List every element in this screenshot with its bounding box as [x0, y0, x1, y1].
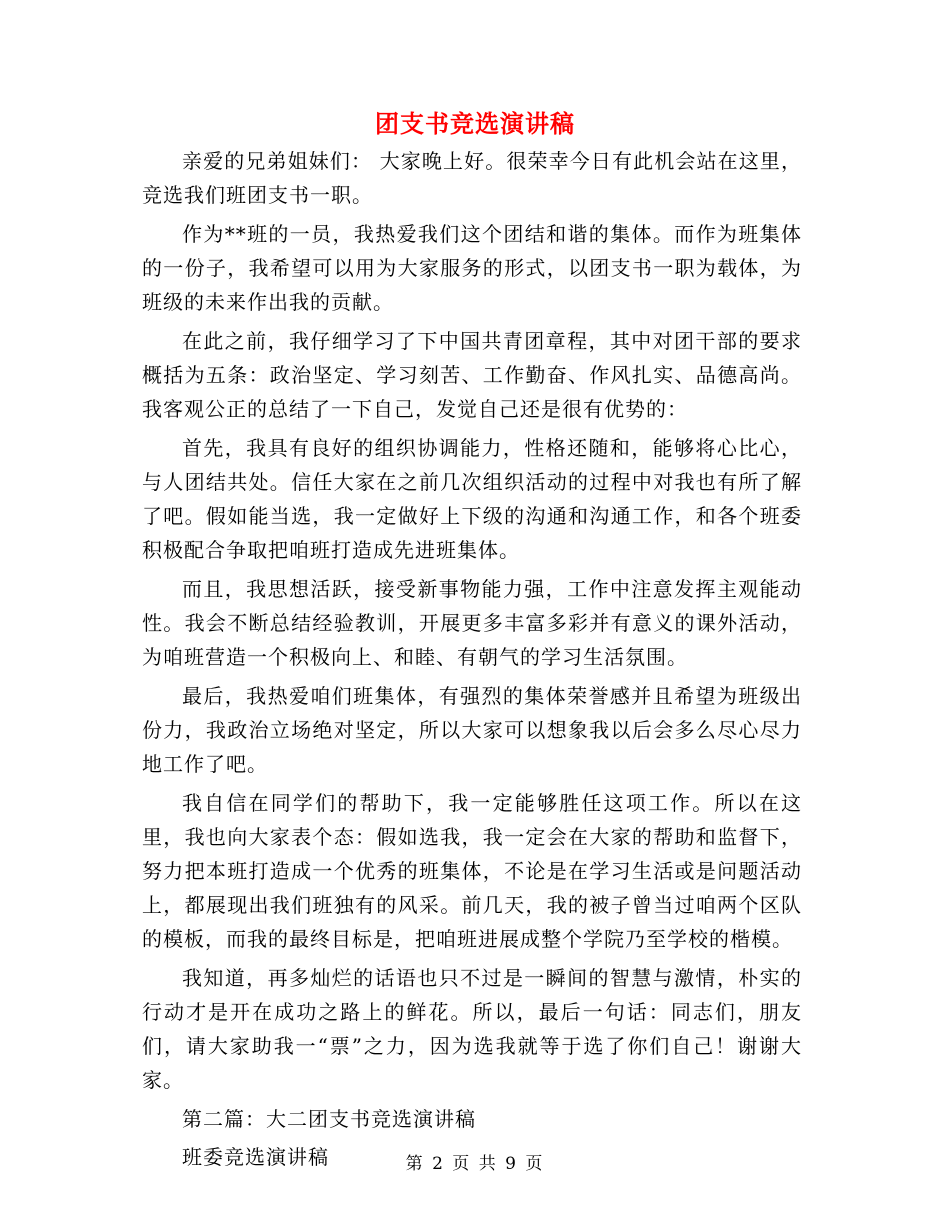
document-body — [142, 144, 802, 1178]
paragraph-confidence: 我自信在同学们的帮助下，我一定能够胜任这项工作。所以在这里，我也向大家表个态：假如选我，我一定会在大家的帮助和监督下，努力把本班打造成一个优秀的班集体，不论是在学习生活或是问题活动上，都展现出我们班独有的风采。前几天，我的被子曾当过咱两个区队的模板，而我的最终目标是，把咱班进展成整个学院乃至学校的楷模。 — [142, 791, 802, 951]
paragraph-charter: 在此之前，我仔细学习了下中国共青团章程，其中对团干部的要求概括为五条：政治坚定、学习刻苦、工作勤奋、作风扎实、品德高尚。我客观公正的总结了一下自己，发觉自己还是很有优势的： — [142, 329, 802, 421]
document-title: 团支书竞选演讲稿 — [375, 109, 575, 138]
paragraph-greeting: 亲爱的兄弟姐妹们： 大家晚上好。很荣幸今日有此机会站在这里，竞选我们班团支书一职。 — [142, 149, 802, 207]
paragraph-second: 而且，我思想活跃，接受新事物能力强，工作中注意发挥主观能动性。我会不断总结经验教训，开展更多丰富多彩并有意义的课外活动，为咱班营造一个积极向上、和睦、有朝气的学习生活氛围。 — [142, 577, 802, 669]
paragraph-first: 首先，我具有良好的组织协调能力，性格还随和，能够将心比心，与人团结共处。信任大家在之前几次组织活动的过程中对我也有所了解了吧。假如能当选，我一定做好上下级的沟通和沟通工作，和各个班委积极配合争取把咱班打造成先进班集体。 — [142, 436, 802, 562]
section-subheading: 班委竞选演讲稿 — [182, 1145, 329, 1169]
section-heading-second: 第二篇：大二团支书竞选演讲稿 — [182, 1107, 476, 1131]
page-footer: 第 2 页 共 9 页 — [405, 1154, 545, 1174]
paragraph-closing: 我知道，再多灿烂的话语也只不过是一瞬间的智慧与激情，朴实的行动才是开在成功之路上的鲜花。所以，最后一句话：同志们，朋友们，请大家助我一“票”之力，因为选我就等于选了你们自己！谢谢大家。 — [142, 966, 802, 1092]
paragraph-intro: 作为**班的一员，我热爱我们这个团结和谐的集体。而作为班集体的一份子，我希望可以用为大家服务的形式，以团支书一职为载体，为班级的未来作出我的贡献。 — [142, 222, 802, 314]
paragraph-last: 最后，我热爱咱们班集体，有强烈的集体荣誉感并且希望为班级出份力，我政治立场绝对坚定，所以大家可以想象我以后会多么尽心尽力地工作了吧。 — [142, 684, 802, 776]
